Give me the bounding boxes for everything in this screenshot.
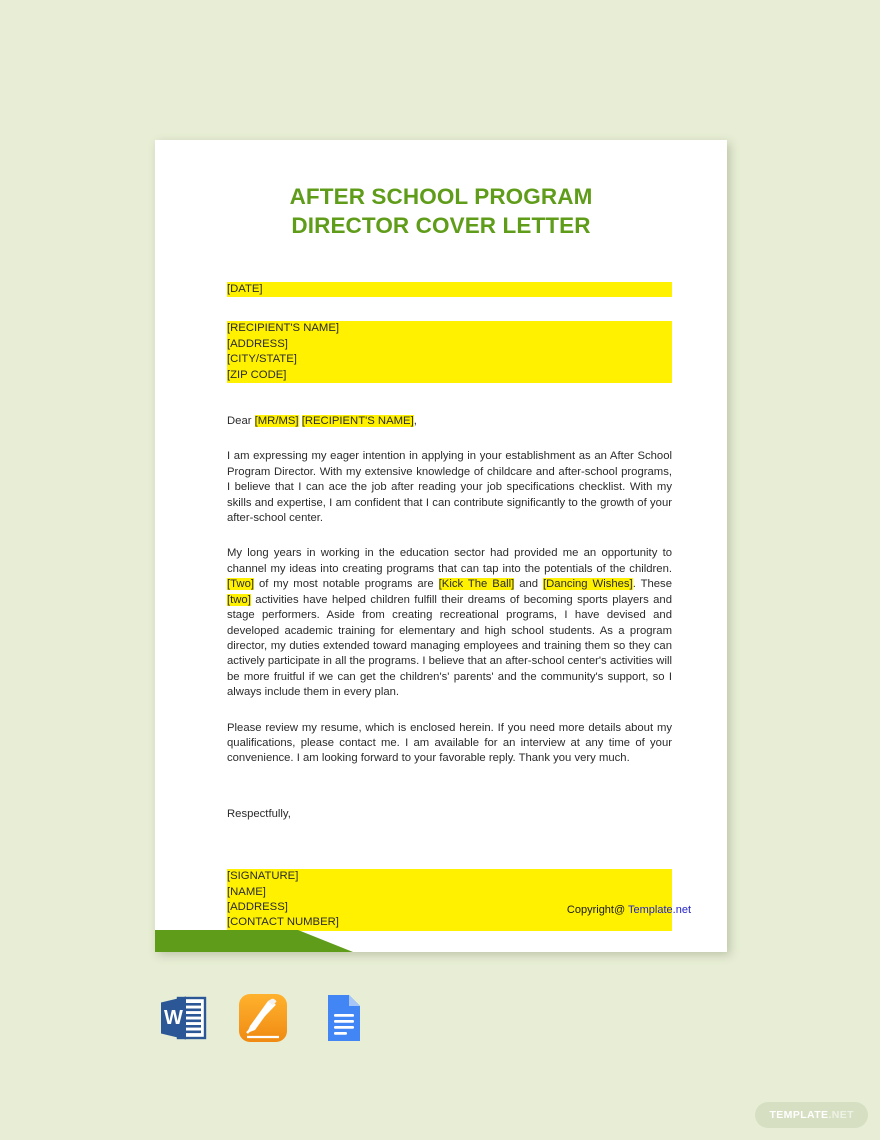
p2-count-placeholder: [Two]: [227, 578, 254, 591]
template-net-link[interactable]: Template.net: [628, 904, 691, 916]
salutation-title-placeholder: [MR/MS]: [254, 415, 299, 428]
sender-address-placeholder: [ADDRESS]: [227, 900, 672, 915]
google-docs-icon[interactable]: [315, 990, 371, 1046]
copyright-text: Copyright@: [566, 904, 629, 916]
p2-part-3: and: [514, 578, 543, 591]
footer-accent-shape: [155, 930, 353, 952]
p2-part-4: . These: [632, 578, 672, 591]
recipient-block: [227, 321, 672, 383]
salutation-line: [227, 414, 672, 429]
sender-name-placeholder: [NAME]: [227, 885, 672, 900]
paragraph-3: Please review my resume, which is enclosed herein. If you need more details about my qualifications, please contact me. I am available for an interview at any time of your convenience. I am looking forward to your favorable reply. Thank you very much.: [227, 721, 672, 765]
watermark-main: TEMPLATE: [769, 1109, 829, 1121]
document-page: [155, 140, 727, 952]
p2-part-1: My long years in working in the education sector had provided me an opportunity to channel my ideas into creating programs that can tap into the potentials of the children.: [227, 547, 672, 575]
signature-placeholder: [SIGNATURE]: [227, 869, 672, 884]
format-icons-row: [155, 990, 371, 1046]
salutation-prefix: Dear: [227, 415, 255, 428]
date-block: [227, 282, 672, 297]
apple-pages-icon[interactable]: [235, 990, 291, 1046]
page-title-line-1: AFTER SCHOOL PROGRAM: [289, 184, 593, 209]
p2-program-1-placeholder: [Kick The Ball]: [438, 578, 515, 591]
watermark-badge: [755, 1102, 868, 1128]
recipient-zip-placeholder: [ZIP CODE]: [227, 368, 672, 383]
microsoft-word-icon[interactable]: [155, 990, 211, 1046]
date-placeholder: [DATE]: [227, 282, 672, 297]
signature-block: [227, 869, 672, 931]
page-title: [155, 140, 727, 240]
svg-text:W: W: [164, 1007, 183, 1029]
recipient-city-state-placeholder: [CITY/STATE]: [227, 352, 672, 367]
salutation-suffix: ,: [413, 415, 417, 428]
letter-body: [227, 282, 672, 931]
paragraph-2: [227, 546, 672, 700]
p2-count2-placeholder: [two]: [227, 593, 251, 606]
closing-line: Respectfully,: [227, 807, 291, 820]
p2-program-2-placeholder: [Dancing Wishes]: [543, 578, 633, 591]
salutation-name-placeholder: [RECIPIENT'S NAME]: [301, 415, 414, 428]
recipient-address-placeholder: [ADDRESS]: [227, 337, 672, 352]
p2-part-5: activities have helped children fulfill their dreams of becoming sports players and stage performers. Aside from creating recreational programs, I have devised and developed academic training for elementary and high school students. As a program director, my duties extended toward managing employees and training them so they can actively participate in all the programs. I believe that an after-school center's activities will be more fruitful if we can get the children's' parents' and the community's support, so I always include them in every plan.: [227, 593, 672, 699]
p2-part-2: of my most notable programs are: [254, 578, 439, 591]
watermark-suffix: .NET: [828, 1109, 854, 1121]
sender-contact-placeholder: [CONTACT NUMBER]: [227, 915, 672, 930]
copyright-line: [567, 904, 691, 916]
recipient-name-placeholder: [RECIPIENT'S NAME]: [227, 321, 672, 336]
paragraph-1: I am expressing my eager intention in applying in your establishment as an After School Program Director. With my extensive knowledge of childcare and after-school programs, I believe that I can ace the job after reading your job specifications checklist. With my skills and expertise, I am confident that I can contribute significantly to the growth of your after-school center.: [227, 450, 672, 525]
page-title-line-2: DIRECTOR COVER LETTER: [291, 213, 591, 238]
